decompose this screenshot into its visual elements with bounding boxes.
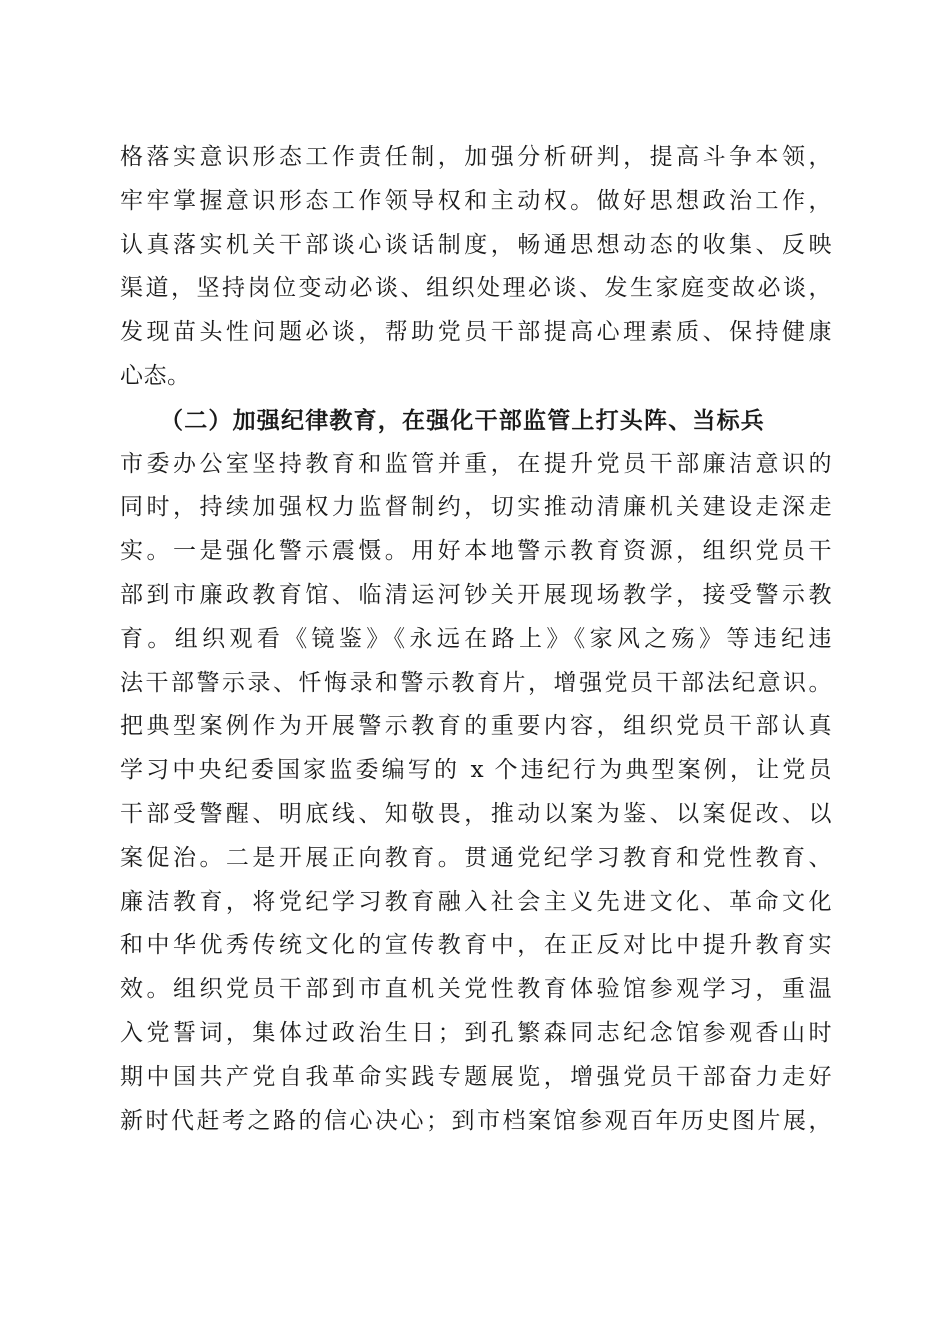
paragraph-line: 市委办公室坚持教育和监管并重，在提升党员干部廉洁意识的 [120,450,832,477]
paragraph-line: 部到市廉政教育馆、临清运河钞关开展现场教学，接受警示教 [120,581,832,608]
paragraph-line: 发现苗头性问题必谈，帮助党员干部提高心理素质、保持健康 [120,319,832,346]
document-body [120,136,832,1143]
paragraph-line: 育。组织观看《镜鉴》《永远在路上》《家风之殇》等违纪违 [120,625,832,652]
paragraph-line: 期中国共产党自我革命实践专题展览，增强党员干部奋力走好 [120,1063,832,1090]
paragraph-line: 同时，持续加强权力监督制约，切实推动清廉机关建设走深走 [120,494,832,521]
paragraph-line: 格落实意识形态工作责任制，加强分析研判，提高斗争本领， [120,144,832,170]
paragraph-line: 心态。 [120,362,191,389]
paragraph-line: 学习中央纪委国家监委编写的 x 个违纪行为典型案例，让党员 [120,757,832,784]
paragraph-line: 实。一是强化警示震慑。用好本地警示教育资源，组织党员干 [120,538,832,565]
paragraph-line: 效。组织党员干部到市直机关党性教育体验馆参观学习，重温 [120,976,832,1003]
paragraph-line: 廉洁教育，将党纪学习教育融入社会主义先进文化、革命文化 [120,888,832,915]
paragraph-line: 新时代赶考之路的信心决心；到市档案馆参观百年历史图片展， [120,1107,832,1134]
paragraph-line: 案促治。二是开展正向教育。贯通党纪学习教育和党性教育、 [120,844,832,871]
paragraph [120,136,832,399]
paragraph [120,443,832,1144]
paragraph-line: 干部受警醒、明底线、知敬畏，推动以案为鉴、以案促改、以 [120,800,832,827]
section-heading: （二）加强纪律教育，在强化干部监管上打头阵、当标兵 [160,406,765,434]
paragraph-line: 认真落实机关干部谈心谈话制度，畅通思想动态的收集、反映 [120,231,832,258]
paragraph-line: 法干部警示录、忏悔录和警示教育片，增强党员干部法纪意识。 [120,669,832,696]
paragraph-line: 渠道，坚持岗位变动必谈、组织处理必谈、发生家庭变故必谈， [120,275,832,302]
paragraph-line: 牢牢掌握意识形态工作领导权和主动权。做好思想政治工作， [120,187,832,214]
paragraph-line: 和中华优秀传统文化的宣传教育中，在正反对比中提升教育实 [120,932,832,959]
paragraph-line: 把典型案例作为开展警示教育的重要内容，组织党员干部认真 [120,713,832,740]
paragraph-line: 入党誓词，集体过政治生日；到孔繁森同志纪念馆参观香山时 [120,1019,832,1046]
